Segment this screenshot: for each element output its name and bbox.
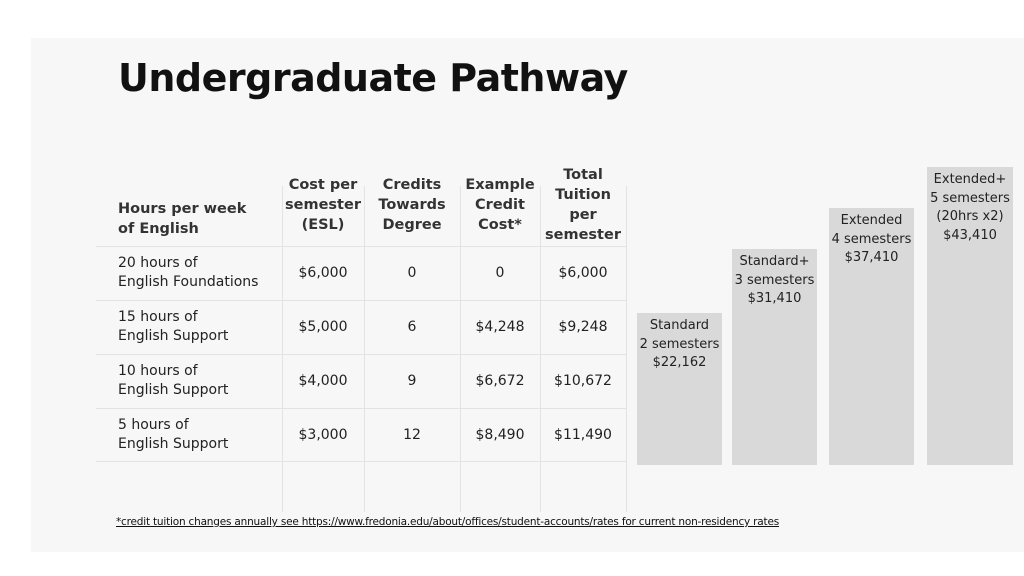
table-cell-total: $10,672	[554, 372, 612, 389]
table-divider	[626, 186, 627, 512]
column-header-line: Tuition	[555, 187, 611, 203]
table-divider	[96, 300, 626, 301]
column-header-line: Example	[465, 177, 535, 193]
table-divider	[96, 354, 626, 355]
table-divider	[96, 461, 626, 462]
table-divider	[96, 408, 626, 409]
table-cell-hours-line: English Foundations	[118, 274, 259, 290]
column-header-line: Cost*	[478, 217, 522, 233]
table-cell-credits: 9	[407, 372, 417, 389]
column-header-line: Towards	[378, 197, 446, 213]
table-cell-hours	[118, 410, 282, 460]
plan-label: 4 semesters	[831, 231, 912, 247]
table-cell-hours-line: 10 hours of	[118, 363, 198, 379]
table-cell-hours-line: 5 hours of	[118, 417, 189, 433]
table-cell-credits: 0	[407, 264, 417, 281]
plan-label: Extended+	[933, 172, 1007, 187]
plan-label: $37,410	[844, 250, 899, 265]
plan-label: 5 semesters	[930, 190, 1010, 206]
plan-bar	[927, 167, 1013, 465]
table-cell-cost: $3,000	[298, 426, 348, 443]
table-cell-cost: $4,000	[298, 372, 348, 389]
table-cell-hours	[118, 302, 282, 352]
table-cell-hours	[118, 356, 282, 406]
plan-label: $43,410	[943, 227, 997, 243]
table-cell-credit-cost: $8,490	[475, 426, 525, 443]
plan-bar	[732, 249, 817, 465]
column-header-line: (ESL)	[301, 217, 345, 233]
table-cell-credit-cost: $6,672	[475, 372, 525, 389]
table-divider	[96, 246, 626, 247]
table-cell-credit-cost: 0	[495, 264, 505, 281]
column-header	[540, 164, 626, 246]
column-header-line: Hours per week	[118, 201, 247, 217]
plan-label: Standard+	[739, 254, 810, 269]
column-header-line: Total	[563, 167, 603, 183]
plan-label: $22,162	[652, 355, 707, 370]
table-cell-hours-line: English Support	[118, 328, 229, 344]
table-cell-credit-cost: $4,248	[475, 318, 525, 335]
column-header-line: of English	[118, 221, 199, 237]
column-header-line: Credits	[382, 177, 442, 193]
table-cell-hours	[118, 248, 282, 298]
column-header	[118, 198, 282, 240]
table-cell-hours-line: 15 hours of	[118, 309, 198, 325]
plan-label: (20hrs x2)	[936, 209, 1004, 224]
column-header-line: semester	[285, 197, 361, 213]
table-cell-credits: 6	[407, 318, 417, 335]
table-cell-total: $6,000	[558, 264, 608, 281]
column-header-line: Cost per	[288, 177, 358, 193]
table-cell-cost: $6,000	[298, 264, 348, 281]
column-header-line: semester	[545, 227, 621, 243]
plan-label: 3 semesters	[734, 272, 815, 288]
table-cell-credits: 12	[403, 426, 421, 443]
plan-label: 2 semesters	[639, 336, 720, 352]
footnote-link[interactable]: *credit tuition changes annually see https://www.fredonia.edu/about/offices/student-accounts/rates for current non-residency rates	[116, 516, 779, 528]
column-header-line: Credit	[475, 197, 525, 213]
table-cell-total: $9,248	[558, 318, 608, 335]
plan-bar	[829, 208, 914, 465]
column-header	[282, 164, 364, 246]
column-header-line: Degree	[382, 217, 442, 233]
plan-bar	[637, 313, 722, 465]
plan-label: Standard	[649, 318, 710, 333]
page-title: Undergraduate Pathway	[118, 56, 628, 100]
table-cell-hours-line: 20 hours of	[118, 255, 198, 271]
table-cell-total: $11,490	[554, 426, 612, 443]
table-cell-hours-line: English Support	[118, 382, 229, 398]
plan-label: $31,410	[747, 291, 802, 306]
table-cell-hours-line: English Support	[118, 436, 229, 452]
column-header	[460, 164, 540, 246]
column-header	[364, 164, 460, 246]
column-header-line: per	[569, 207, 597, 223]
plan-label: Extended	[840, 213, 903, 228]
table-cell-cost: $5,000	[298, 318, 348, 335]
